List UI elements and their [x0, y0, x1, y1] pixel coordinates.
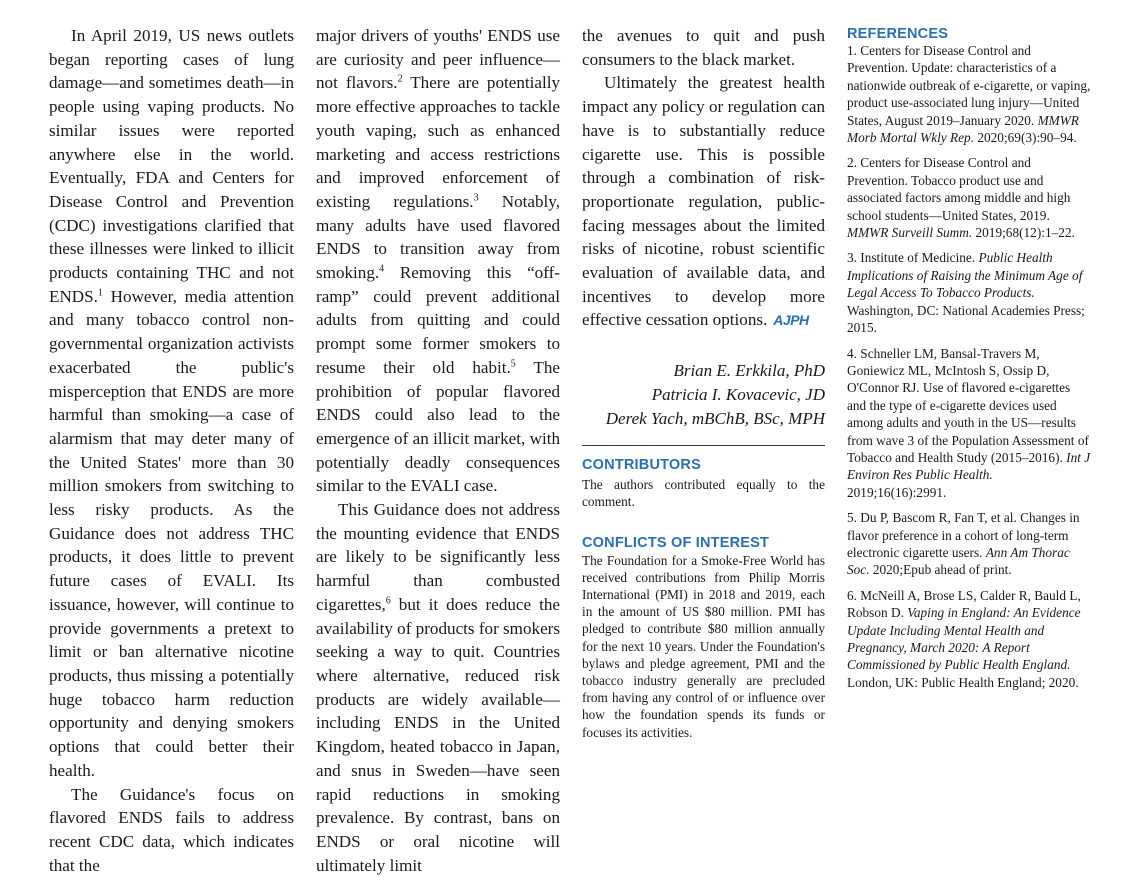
reference-item: 2. Centers for Disease Control and Prevention. Tobacco product use and associated factors among middle and high school students—United States, 2019. MMWR Surveill Summ. 2019;68(12):1–22.: [847, 154, 1092, 241]
paragraph: major drivers of youths' ENDS use are curiosity and peer influence—not flavors.$^2$ There are potentially more effective approaches to tackle youth vaping, such as enhanced marketing and access restrictions and improved enforcement of existing regulations.$^3$ Notably, many adults have used flavored ENDS to transition away from smoking.$^4$ Removing this “off-ramp” could prevent additional adults from quitting and could prompt some former smokers to resume their old habit.$^5$ The prohibition of popular flavored ENDS could also lead to the emergence of an illicit market, with potentially deadly consequences similar to the EVALI case.: [316, 24, 560, 498]
column-3: [582, 24, 825, 741]
citation-ref[interactable]: 3: [474, 192, 479, 203]
citation-ref[interactable]: 2: [398, 74, 403, 85]
reference-item: 3. Institute of Medicine. Public Health Implications of Raising the Minimum Age of Legal Access To Tobacco Products. Washington, DC: National Academies Press; 2015.: [847, 249, 1092, 336]
references-column: [847, 24, 1092, 699]
author-name: Derek Yach, mBChB, BSc, MPH: [582, 407, 825, 431]
ajph-logo: AJPH: [773, 312, 808, 328]
citation-ref[interactable]: 5: [511, 358, 516, 369]
paragraph: the avenues to quit and push consumers to the black market.: [582, 24, 825, 71]
conflicts-heading: CONFLICTS OF INTEREST: [582, 535, 825, 551]
divider: [582, 445, 825, 446]
references-heading: REFERENCES: [847, 26, 1092, 42]
references-list: [847, 42, 1092, 691]
conflicts-section: [582, 535, 825, 741]
paragraph: In April 2019, US news outlets began reporting cases of lung damage—and sometimes death—in people using vaping products. No similar issues were reported anywhere else in the world. Eventually, FDA and Centers for Disease Control and Prevention (CDC) investigations clarified that these illnesses were linked to illicit products containing THC and not ENDS.$^1$ However, media attention and many tobacco control non-governmental organization activists exacerbated the public's misperception that ENDS are more harmful than smoking—a case of alarmism that may deter many of the United States' more than 30 million smokers from switching to less risky products. As the Guidance does not address THC products, it does little to prevent future cases of EVALI. Its issuance, however, will continue to provide governments a pretext to limit or ban alternative nicotine products, thus missing a potentially huge tobacco harm reduction opportunity and denying smokers options that could better their health.: [49, 24, 294, 783]
paragraph: The Guidance's focus on flavored ENDS fails to address recent CDC data, which indicates that the: [49, 783, 294, 877]
column-1: [49, 24, 294, 877]
contributors-text: The authors contributed equally to the comment.: [582, 476, 825, 510]
reference-item: 4. Schneller LM, Bansal-Travers M, Goniewicz ML, McIntosh S, Ossip D, O'Connor RJ. Use of flavored e-cigarettes and the type of e-cigarette devices used among adults and youth in the US—results from wave 3 of the Population Assessment of Tobacco and Health Study (2015–2016). Int J Environ Res Public Health. 2019;16(16):2991.: [847, 345, 1092, 502]
author-name: Patricia I. Kovacevic, JD: [582, 383, 825, 407]
citation-ref[interactable]: 1: [98, 287, 103, 298]
reference-item: 1. Centers for Disease Control and Prevention. Update: characteristics of a nationwide outbreak of e-cigarette, or vaping, product use-associated lung injury—United States, August 2019–January 2020. MMWR Morb Mortal Wkly Rep. 2020;69(3):90–94.: [847, 42, 1092, 146]
citation-ref[interactable]: 6: [386, 595, 391, 606]
author-name: Brian E. Erkkila, PhD: [582, 359, 825, 383]
contributors-section: [582, 457, 825, 510]
reference-item: 6. McNeill A, Brose LS, Calder R, Bauld L, Robson D. Vaping in England: An Evidence Update Including Mental Health and Pregnancy, March 2020: A Report Commissioned by Public Health England. London, UK: Public Health England; 2020.: [847, 587, 1092, 691]
column-2: [316, 24, 560, 877]
paragraph: This Guidance does not address the mounting evidence that ENDS are likely to be significantly less harmful than combusted cigarettes,$^6$ but it does reduce the availability of products for smokers seeking a way to quit. Countries where alternative, reduced risk products are widely available—including ENDS in the United Kingdom, heated tobacco in Japan, and snus in Sweden—have seen rapid reductions in smoking prevalence. By contrast, bans on ENDS or oral nicotine will ultimately limit: [316, 498, 560, 877]
author-block: [582, 359, 825, 431]
conflicts-text: The Foundation for a Smoke-Free World has received contributions from Philip Morris International (PMI) in 2018 and 2019, each in the amount of US $80 million. PMI has pledged to contribute $80 million annually for the next 10 years. Under the Foundation's bylaws and pledge agreement, PMI and the tobacco industry generally are precluded from having any control of or influence over how the foundation spends its funds or focuses its activities.: [582, 552, 825, 741]
paragraph: Ultimately the greatest health impact any policy or regulation can have is to substantially reduce cigarette use. This is possible through a combination of risk-proportionate regulation, public-facing messages about the limited risks of nicotine, robust scientific evaluation of available data, and incentives to develop more effective cessation options. AJPH: [582, 71, 825, 333]
contributors-heading: CONTRIBUTORS: [582, 457, 825, 473]
citation-ref[interactable]: 4: [379, 263, 384, 274]
reference-item: 5. Du P, Bascom R, Fan T, et al. Changes in flavor preference in a cohort of long-term electronic cigarette users. Ann Am Thorac Soc. 2020;Epub ahead of print.: [847, 509, 1092, 579]
